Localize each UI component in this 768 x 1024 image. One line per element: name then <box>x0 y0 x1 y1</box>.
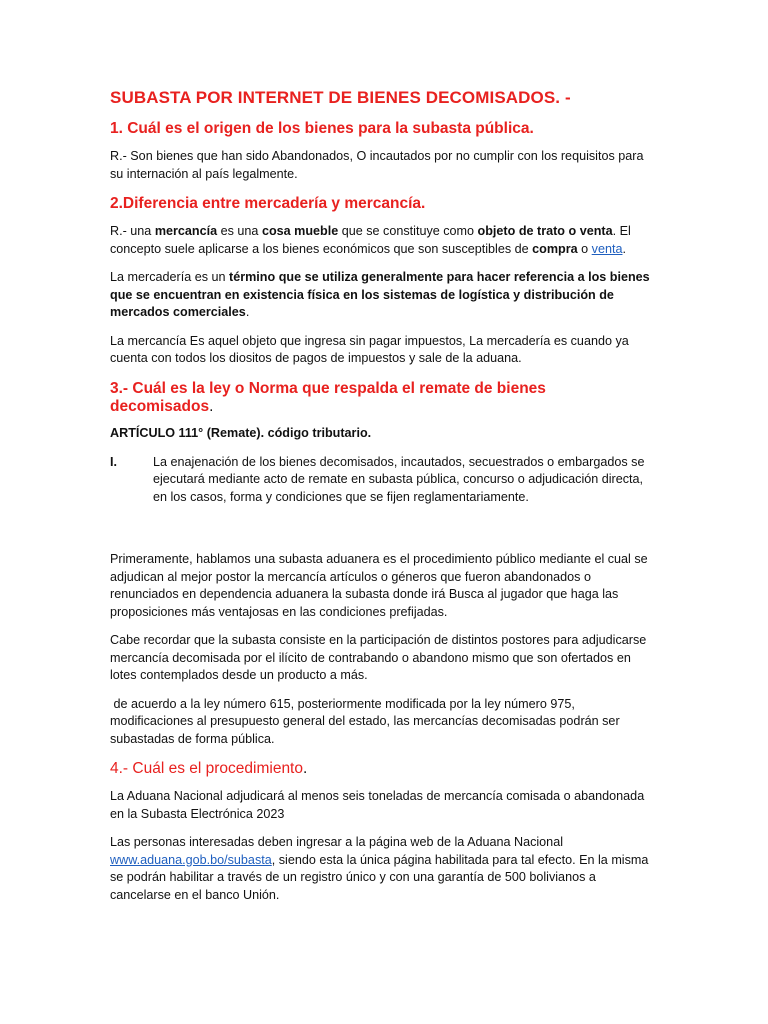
bold-term: compra <box>532 241 578 256</box>
text-span: R.- una <box>110 224 155 238</box>
list-item-text: La enajenación de los bienes decomisados, incautados, secuestrados o embargados se ejecutará mediante acto de remate en subasta pública, concurso o adjudicación directa, en los casos, forma y condiciones que se fijen reglamentariamente. <box>153 454 645 504</box>
question-2-paragraph-2 <box>110 269 650 322</box>
list-item <box>110 454 650 507</box>
heading-period: . <box>209 397 214 415</box>
document-title: SUBASTA POR INTERNET DE BIENES DECOMISADOS. - <box>110 88 571 107</box>
question-1-answer: R.- Son bienes que han sido Abandonados, O incautados por no cumplir con los requisitos para su internación al país legalmente. <box>110 149 644 181</box>
list-item-number: I. <box>110 454 117 469</box>
text-span: . <box>245 305 250 319</box>
question-2-paragraph-1 <box>110 223 650 258</box>
article-reference: ARTÍCULO 111° (Remate). código tributario. <box>110 425 372 440</box>
document-content <box>110 88 650 915</box>
aduana-subasta-link[interactable]: www.aduana.gob.bo/subasta <box>110 852 272 867</box>
question-4-paragraph-2 <box>110 834 650 904</box>
bold-term: mercancía <box>154 224 218 238</box>
question-2-paragraph-3: La mercancía Es aquel objeto que ingresa sin pagar impuestos, La mercadería es cuando ya cuenta con todos los diositos de pagos de impuestos y sale de la aduana. <box>110 333 629 365</box>
text-span: o <box>577 241 592 256</box>
spacer <box>110 517 650 551</box>
question-3-paragraph-3: de acuerdo a la ley número 615, posteriormente modificada por la ley número 975, modificaciones al presupuesto general del estado, las mercancías decomisadas podrán ser subastadas de forma pública. <box>110 696 624 746</box>
question-1-heading: 1. Cuál es el origen de los bienes para la subasta pública. <box>110 120 534 137</box>
text-span: La mercadería es un <box>110 270 230 284</box>
heading-period: . <box>303 760 308 777</box>
heading-text: 3.- Cuál es la ley o Norma que respalda el remate de bienes decomisados <box>110 379 546 415</box>
bold-term: objeto de trato o venta <box>477 224 613 238</box>
question-3-paragraph-1: Primeramente, hablamos una subasta aduanera es el procedimiento público mediante el cual se adjudican al mejor postor la mercancía artículos o géneros que fueron abandonados o renunciados en dependencia aduanera la subasta donde irá Busca al jugador que haga las proposiciones más ventajosas en las condiciones prefijadas. <box>110 552 648 619</box>
question-3-paragraph-2: Cabe recordar que la subasta consiste en la participación de distintos postores para adjudicarse mercancía decomisada por el ilícito de contrabando o abandono mismo que son ofertados en lotes contemplados desde un producto a más. <box>110 633 647 682</box>
question-3-heading <box>110 380 650 416</box>
text-span: . <box>622 241 626 256</box>
text-span: . El concepto suele aplicarse a los bienes económicos que son susceptibles de <box>110 224 631 256</box>
venta-link[interactable]: venta <box>591 241 623 256</box>
question-4-paragraph-1: La Aduana Nacional adjudicará al menos seis toneladas de mercancía comisada o abandonada en la Subasta Electrónica 2023 <box>110 789 645 821</box>
question-2-heading: 2.Diferencia entre mercadería y mercancía. <box>110 195 426 212</box>
heading-text: 4.- Cuál es el procedimiento <box>110 760 303 777</box>
bold-term: cosa mueble <box>261 224 339 238</box>
bold-term: término que se utiliza generalmente para hacer referencia a los bienes que se encuentran en existencia física en los sistemas de logística y distribución de mercados comerciales <box>110 270 650 319</box>
text-span: Las personas interesadas deben ingresar a la página web de la Aduana Nacional <box>110 835 563 849</box>
text-span: es una <box>217 224 262 238</box>
question-4-heading <box>110 760 650 778</box>
text-span: que se constituye como <box>338 224 478 238</box>
text-span: , siendo esta la única página habilitada para tal efecto. En la misma se podrán habilitar a través de un registro único y con una garantía de 500 bolivianos a cancelarse en el banco Unión. <box>110 852 649 902</box>
